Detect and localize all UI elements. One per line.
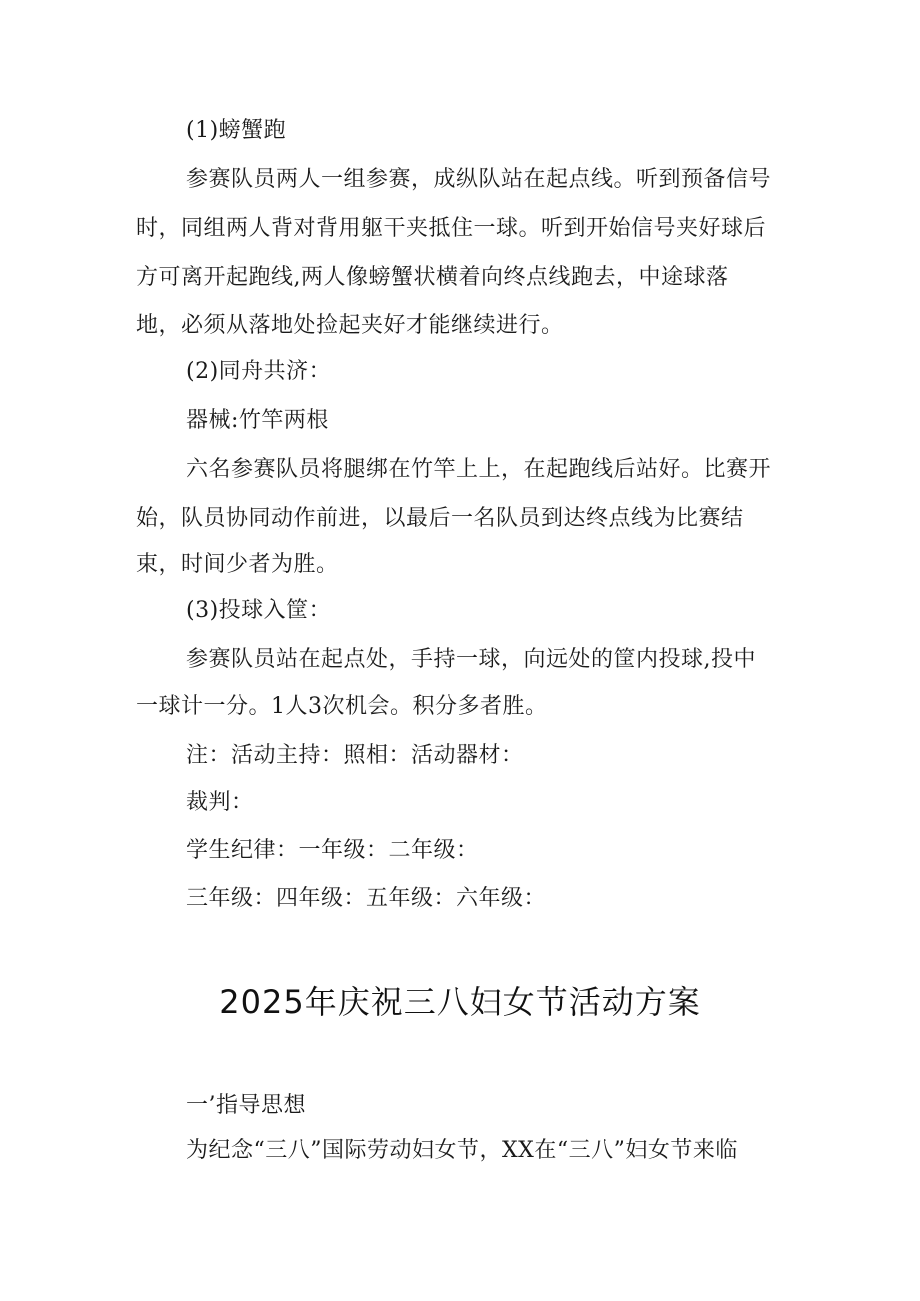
paragraph-line: 参赛队员站在起点处，手持一球，向远处的筐内投球,投中	[186, 647, 756, 672]
note-line: 三年级：四年级：五年级：六年级：	[186, 886, 547, 911]
paragraph-line: 束，时间少者为胜。	[136, 552, 339, 577]
section-heading-crab-run: (1)螃蟹跑	[186, 118, 287, 143]
section-heading-same-boat: (2)同舟共济：	[186, 359, 332, 384]
paragraph-line: 六名参赛队员将腿绑在竹竿上上，在起跑线后站好。比赛开	[186, 457, 772, 482]
document-title: 2025年庆祝三八妇女节活动方案	[219, 983, 701, 1021]
paragraph-line: 方可离开起跑线,两人像螃蟹状横着向终点线跑去，中途球落	[136, 265, 729, 290]
note-line: 学生纪律：一年级：二年级：	[186, 838, 479, 863]
paragraph-line: 时，同组两人背对背用躯干夹抵住一球。听到开始信号夹好球后	[136, 216, 767, 241]
paragraph-line: 一球计一分。1人3次机会。积分多者胜。	[136, 694, 548, 719]
section-heading-basket-throw: (3)投球入筐：	[186, 598, 332, 623]
paragraph-line: 为纪念“三八”国际劳动妇女节，XX在“三八”妇女节来临	[186, 1138, 738, 1163]
part-heading-guiding-ideology: 一’指导思想	[186, 1093, 306, 1118]
equipment-line: 器械:竹竿两根	[186, 408, 329, 433]
note-line: 注：活动主持：照相：活动器材：	[186, 743, 524, 768]
paragraph-line: 参赛队员两人一组参赛，成纵队站在起点线。听到预备信号	[186, 167, 772, 192]
paragraph-line: 地，必须从落地处捡起夹好才能继续进行。	[136, 313, 564, 338]
note-line: 裁判：	[186, 790, 254, 815]
paragraph-line: 始，队员协同动作前进，以最后一名队员到达终点线为比赛结	[136, 506, 744, 531]
